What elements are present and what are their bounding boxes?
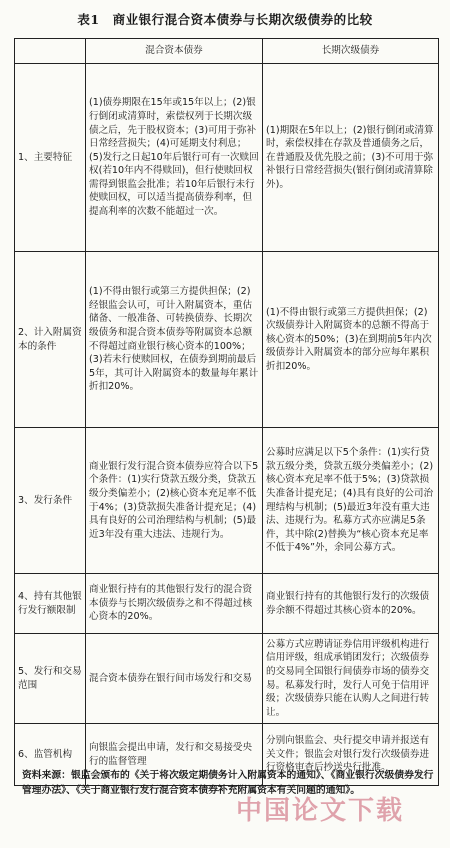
- comparison-table: [14, 38, 439, 786]
- table-row: [15, 428, 439, 574]
- row-label: 4、持有其他银行发行额限制: [15, 574, 86, 634]
- header-subordinated-bond: 长期次级债券: [263, 39, 439, 64]
- subordinated-cell: 商业银行持有的其他银行发行的次级债券余额不得超过其核心资本的20%。: [263, 574, 439, 634]
- table-row: [15, 574, 439, 634]
- source-note: 资料来源：银监会颁布的《关于将次级定期债务计入附属资本的通知》、《商业银行次级债券发行管理办法》、《关于商业银行发行混合资本债券补充附属资本有关问题的通知》。: [22, 770, 434, 796]
- header-hybrid-bond: 混合资本债券: [86, 39, 263, 64]
- row-label: 6、监管机构: [15, 724, 86, 786]
- table-row: [15, 252, 439, 428]
- table-title: 表1 商业银行混合资本债券与长期次级债券的比较: [77, 12, 373, 27]
- subordinated-cell: 分别向银监会、央行提交申请并报送有关文件；银监会对银行发行次级债券进行资格审查后抄送央行批准。: [263, 724, 439, 786]
- subordinated-cell: 公募时应满足以下5个条件：(1)实行贷款五级分类，贷款五级分类偏差小；(2)核心资本充足率不低于5%；(3)贷款损失准备计提充足；(4)具有良好的公司治理结构与机制；(5)最近3年没有重大违法、违规行为。私募方式亦应满足5条件，其中除(2)替换为“核心资本充足率不低于4%”外，余同公募方式。: [263, 428, 439, 574]
- row-label: 2、计入附属资本的条件: [15, 252, 86, 428]
- hybrid-cell: (1)债券期限在15年或15年以上；(2)银行倒闭或清算时，索偿权列于长期次级债之后，先于股权资本；(3)可用于弥补日常经营损失；(4)可延期支付利息；(5)发行之日起10年后银行可有一次赎回权(若10年内不得赎回)，但行使赎回权需得到银监会批准；若10年后银行未行使赎回权，可以适当提高债券利率，但提高利率的次数不能超过一次。: [86, 64, 263, 252]
- subordinated-cell: 公募方式应聘请证券信用评级机构进行信用评级，组成承销团发行；次级债券的交易同全国银行间债券市场的债券交易。私募发行时，发行人可免于信用评级；次级债券只能在认购人之间进行转让。: [263, 634, 439, 724]
- row-label: 3、发行条件: [15, 428, 86, 574]
- subordinated-cell: (1)期限在5年以上；(2)银行倒闭或清算时，索偿权排在存款及普通债务之后，在普通股及优先股之前；(3)不可用于弥补银行日常经营损失(银行倒闭或清算除外)。: [263, 64, 439, 252]
- header-empty: [15, 39, 86, 64]
- hybrid-cell: 商业银行持有的其他银行发行的混合资本债券与长期次级债券之和不得超过核心资本的20%。: [86, 574, 263, 634]
- hybrid-cell: 向银监会提出申请，发行和交易接受央行的监督管理: [86, 724, 263, 786]
- hybrid-cell: 商业银行发行混合资本债券应符合以下5个条件：(1)实行贷款五级分类，贷款五级分类偏差小；(2)核心资本充足率不低于4%；(3)贷款损失准备计提充足；(4)具有良好的公司治理结构与机制；(5)最近3年没有重大违法、违规行为。: [86, 428, 263, 574]
- watermark: 中国论文下载: [236, 796, 405, 826]
- table-row: [15, 64, 439, 252]
- row-label: 1、主要特征: [15, 64, 86, 252]
- hybrid-cell: 混合资本债券在银行间市场发行和交易: [86, 634, 263, 724]
- hybrid-cell: (1)不得由银行或第三方提供担保；(2)经银监会认可，可计入附属资本，重估储备、一般准备、可转换债券、长期次级债务和混合资本债券等附属资本总额不得超过商业银行核心资本的100%；(3)若未行使赎回权，在债券到期前最后5年，其可计入附属资本的数量每年累计折扣20%。: [86, 252, 263, 428]
- row-label: 5、发行和交易范围: [15, 634, 86, 724]
- subordinated-cell: (1)不得由银行或第三方提供担保；(2)次级债券计入附属资本的总额不得高于核心资本的50%；(3)在到期前5年内次级债券计入附属资本的部分应每年累积折扣20%。: [263, 252, 439, 428]
- header-row: [15, 39, 439, 64]
- table-row: [15, 634, 439, 724]
